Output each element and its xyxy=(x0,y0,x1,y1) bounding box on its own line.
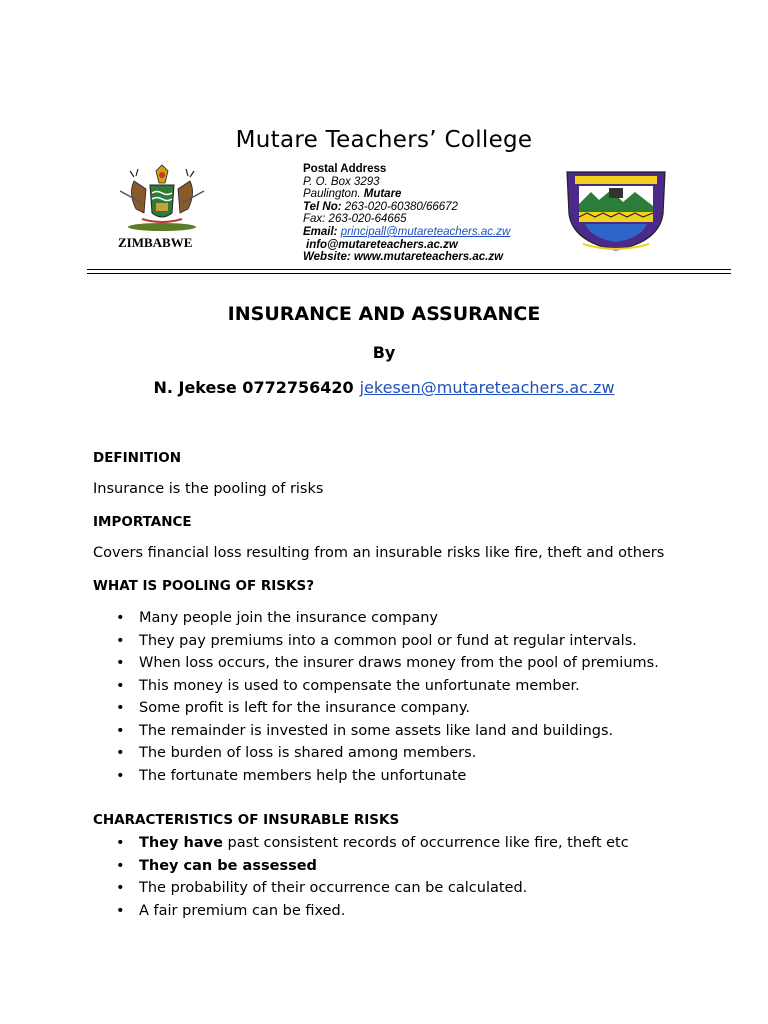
mutare-text: Mutare xyxy=(363,188,402,201)
list-item xyxy=(93,630,659,653)
tel-label: Tel No: xyxy=(303,200,342,213)
by-line: By xyxy=(372,343,396,362)
bullet-icon: • xyxy=(116,700,125,716)
list-item-text: This money is used to compensate the unfortunate member. xyxy=(139,677,580,694)
email-label: Email: xyxy=(303,225,338,238)
bullet-icon: • xyxy=(116,880,125,896)
list-item-text: A fair premium can be fixed. xyxy=(139,902,346,919)
document-title: INSURANCE AND ASSURANCE xyxy=(227,303,541,325)
info-email: info@mutareteachers.ac.zw xyxy=(306,238,458,251)
list-item-text: They pay premiums into a common pool or fund at regular intervals. xyxy=(139,632,637,649)
list-item-text: When loss occurs, the insurer draws money from the pool of premiums. xyxy=(139,655,659,671)
principal-email-link[interactable]: principall@mutareteachers.ac.zw xyxy=(340,225,511,238)
college-name: Mutare Teachers’ College xyxy=(235,127,533,153)
list-item-text: Many people join the insurance company xyxy=(139,610,438,626)
bullet-icon: • xyxy=(116,902,125,919)
list-item-text: The probability of their occurrence can be calculated. xyxy=(139,880,528,896)
header-divider-thick xyxy=(87,269,731,270)
college-crest-icon xyxy=(563,168,669,254)
bullet-icon: • xyxy=(116,655,125,671)
po-box: P. O. Box 3293 xyxy=(303,175,380,188)
bullet-icon: • xyxy=(116,835,125,851)
list-item xyxy=(93,900,629,923)
list-item xyxy=(93,877,629,900)
postal-address-block xyxy=(303,163,510,264)
list-item xyxy=(93,697,659,720)
list-item xyxy=(93,855,629,878)
list-item-text: The burden of loss is shared among members. xyxy=(139,745,477,761)
bullet-icon: • xyxy=(116,857,125,874)
zimbabwe-coat-of-arms-icon xyxy=(112,163,212,233)
bullet-icon: • xyxy=(116,722,125,739)
definition-text: Insurance is the pooling of risks xyxy=(93,481,324,497)
characteristics-heading: CHARACTERISTICS OF INSURABLE RISKS xyxy=(93,812,400,828)
bullet-icon: • xyxy=(116,632,125,649)
list-item xyxy=(93,720,659,743)
list-item-text: past consistent records of occurrence like fire, theft etc xyxy=(222,835,629,851)
email-line xyxy=(303,226,510,239)
telephone-line xyxy=(303,201,510,214)
pooling-heading: WHAT IS POOLING OF RISKS? xyxy=(93,578,315,594)
list-item xyxy=(93,832,629,855)
author-email-link[interactable]: jekesen@mutareteachers.ac.zw xyxy=(359,378,615,397)
importance-heading: IMPORTANCE xyxy=(93,514,192,530)
characteristics-list xyxy=(93,832,629,922)
bullet-icon: • xyxy=(116,677,125,694)
bullet-icon: • xyxy=(116,745,125,761)
website-line: Website: www.mutareteachers.ac.zw xyxy=(303,251,504,264)
paulington-text: Paulington. xyxy=(303,188,361,201)
fax-line: Fax: 263-020-64665 xyxy=(303,213,407,226)
list-item-text: They can be assessed xyxy=(139,857,317,874)
list-item-text: The fortunate members help the unfortunate xyxy=(139,767,467,784)
list-item-bold-text: They have xyxy=(139,835,223,851)
list-item xyxy=(93,765,659,788)
list-item xyxy=(93,675,659,698)
list-item-text: Some profit is left for the insurance company. xyxy=(139,700,470,716)
list-item xyxy=(93,607,659,630)
author-line xyxy=(0,378,768,397)
list-item xyxy=(93,652,659,675)
pooling-list xyxy=(93,607,659,787)
list-item xyxy=(93,742,659,765)
author-name: N. Jekese 0772756420 xyxy=(153,378,354,397)
importance-text: Covers financial loss resulting from an insurable risks like fire, theft and others xyxy=(93,545,665,561)
definition-heading: DEFINITION xyxy=(93,450,182,466)
zimbabwe-label: ZIMBABWE xyxy=(118,235,193,250)
bullet-icon: • xyxy=(116,610,125,626)
bullet-icon: • xyxy=(116,767,125,784)
postal-address-label: Postal Address xyxy=(303,163,387,175)
list-item-text: The remainder is invested in some assets like land and buildings. xyxy=(139,722,614,739)
tel-value: 263-020-60380/66672 xyxy=(344,200,458,213)
header-divider-thin xyxy=(87,273,731,274)
paulington-line xyxy=(303,188,510,201)
